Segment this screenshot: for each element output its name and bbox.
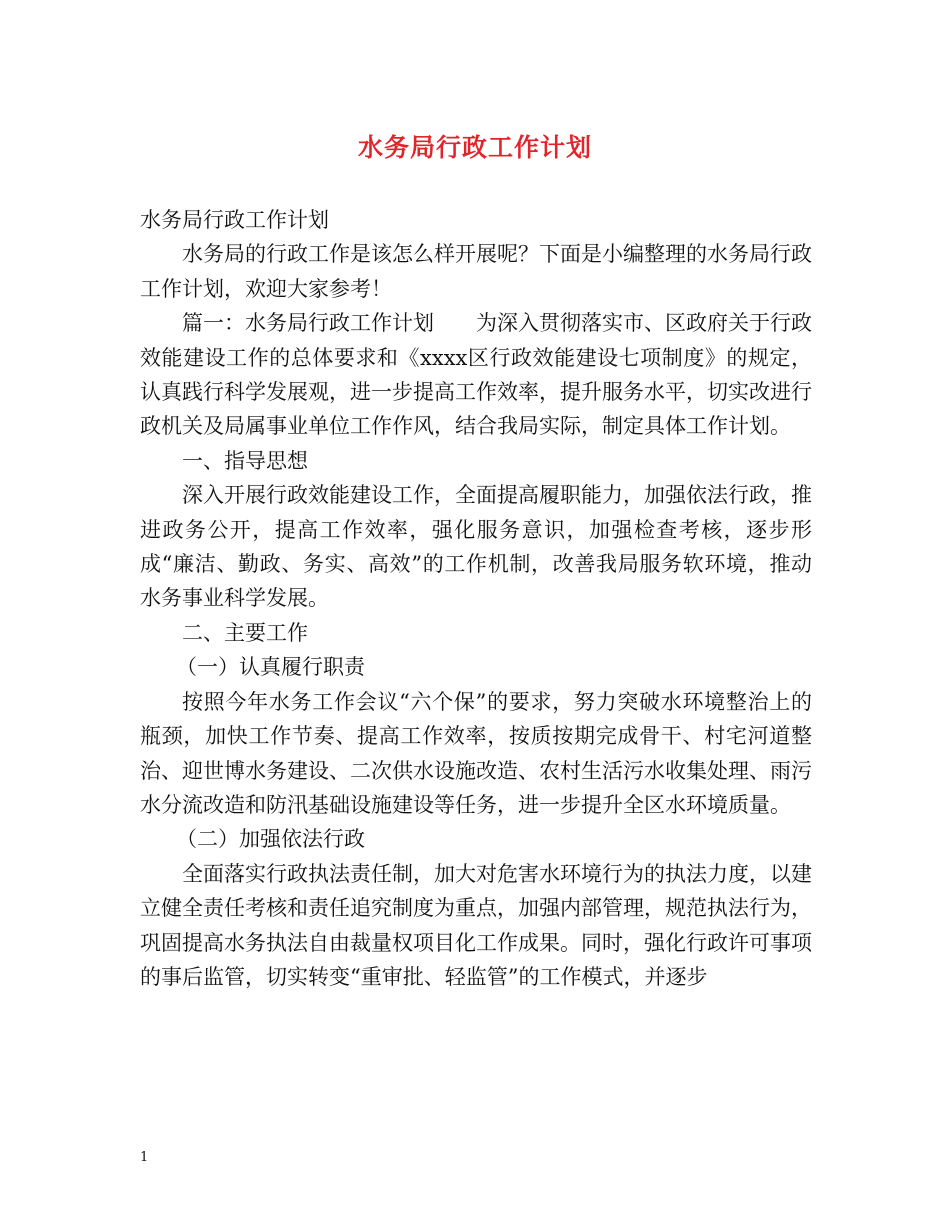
paragraph-duties: 按照今年水务工作会议“六个保”的要求，努力突破水环境整治上的瓶颈，加快工作节奏、提高工作效率，按质按期完成骨干、村宅河道整治、迎世博水务建设、二次供水设施改造、农村生活污水收集处理、雨污水分流改造和防汛基础设施建设等任务，进一步提升全区水环境质量。 [140, 689, 812, 817]
document-title: 水务局行政工作计划 [357, 133, 592, 162]
section-heading-main-work: 二、主要工作 [182, 620, 308, 645]
section-heading-guiding-thought: 一、指导思想 [182, 448, 308, 473]
paragraph-law: 全面落实行政执法责任制，加大对危害水环境行为的执法力度，以建立健全责任考核和责任追究制度为重点，加强内部管理，规范执法行为，巩固提高水务执法自由裁量权项目化工作成果。同时，强化行政许可事项的事后监管，切实转变“重审批、轻监管”的工作模式，并逐步 [140, 861, 812, 989]
paragraph-heading: 水务局行政工作计划 [140, 208, 329, 232]
paragraph-intro: 水务局的行政工作是该怎么样开展呢？下面是小编整理的水务局行政工作计划，欢迎大家参考！ [140, 242, 812, 301]
document-body [140, 203, 812, 994]
page-number: 1 [140, 1150, 149, 1165]
paragraph-chapter-one: 篇一：水务局行政工作计划 为深入贯彻落实市、区政府关于行政效能建设工作的总体要求和《xxxx区行政效能建设七项制度》的规定，认真践行科学发展观，进一步提高工作效率，提升服务水平，切实改进行政机关及局属事业单位工作作风，结合我局实际，制定具体工作计划。 [140, 311, 812, 439]
subsection-heading-law: （二）加强依法行政 [176, 827, 365, 852]
subsection-heading-duties: （一）认真履行职责 [176, 655, 365, 680]
paragraph-guiding-thought: 深入开展行政效能建设工作，全面提高履职能力，加强依法行政，推进政务公开，提高工作效率，强化服务意识，加强检查考核，逐步形成“廉洁、勤政、务实、高效”的工作机制，改善我局服务软环境，推动水务事业科学发展。 [140, 483, 812, 611]
